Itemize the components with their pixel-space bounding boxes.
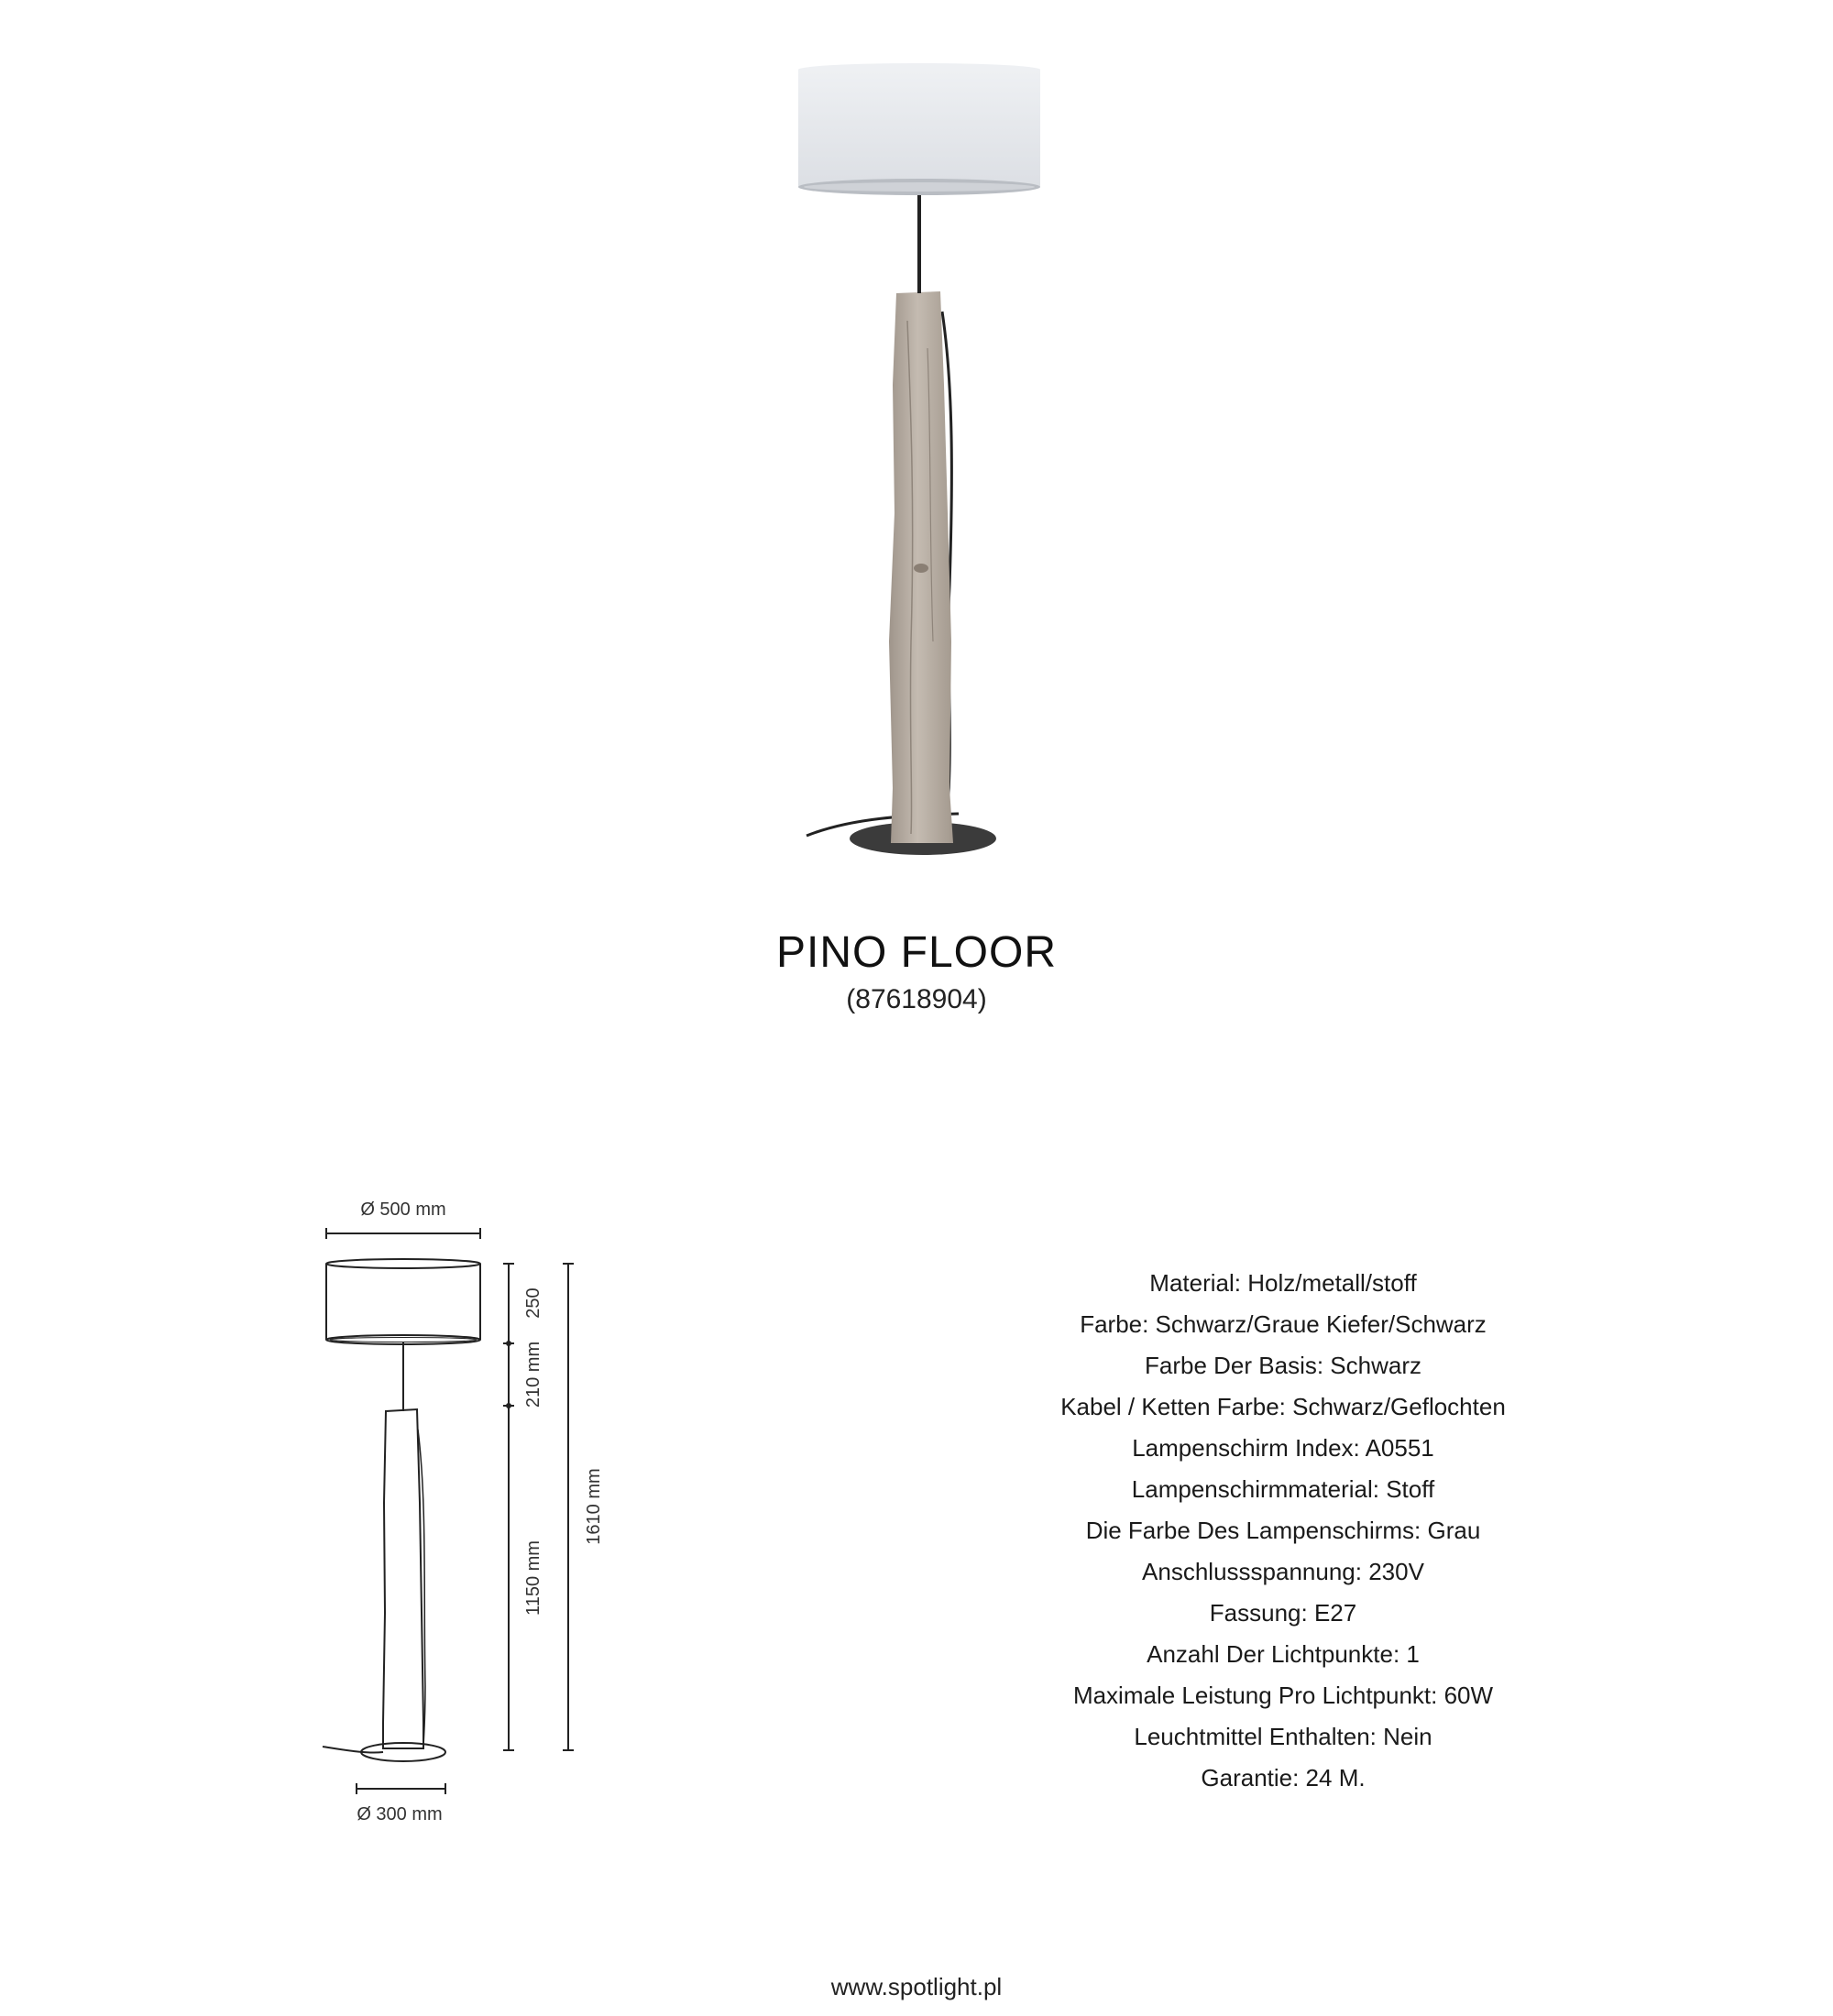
post-height-label: 1150 mm <box>523 1540 543 1616</box>
spec-item: Anzahl Der Lichtpunkte: 1 <box>1147 1640 1420 1668</box>
spec-item: Leuchtmittel Enthalten: Nein <box>1134 1723 1432 1750</box>
spec-item: Kabel / Ketten Farbe: Schwarz/Geflochten <box>1060 1393 1506 1420</box>
spec-item: Lampenschirmmaterial: Stoff <box>1131 1475 1435 1503</box>
spec-item: Lampenschirm Index: A0551 <box>1132 1434 1434 1462</box>
base-diameter-label: Ø 300 mm <box>357 1804 443 1824</box>
spec-item: Anschlussspannung: 230V <box>1142 1558 1424 1585</box>
stem-height-label: 210 mm <box>523 1341 543 1408</box>
product-code: (87618904) <box>846 984 987 1014</box>
spec-item: Fassung: E27 <box>1209 1599 1357 1627</box>
spec-item: Die Farbe Des Lampenschirms: Grau <box>1085 1517 1481 1544</box>
drawing-shade-top <box>326 1259 480 1268</box>
total-height-label: 1610 mm <box>584 1468 604 1545</box>
spec-list <box>990 1263 1576 1799</box>
shade-height-label: 250 <box>523 1287 543 1319</box>
spec-item: Maximale Leistung Pro Lichtpunkt: 60W <box>1072 1682 1494 1709</box>
spec-item: Farbe Der Basis: Schwarz <box>1145 1352 1421 1379</box>
top-diameter-label: Ø 500 mm <box>360 1200 446 1220</box>
drawing-post <box>383 1409 423 1748</box>
footer-url[interactable]: www.spotlight.pl <box>830 1973 1003 2000</box>
spec-item: Farbe: Schwarz/Graue Kiefer/Schwarz <box>1080 1310 1487 1338</box>
spec-item: Material: Holz/metall/stoff <box>1149 1269 1417 1297</box>
product-title: PINO FLOOR <box>775 928 1058 977</box>
spec-item: Garantie: 24 M. <box>1201 1764 1366 1791</box>
